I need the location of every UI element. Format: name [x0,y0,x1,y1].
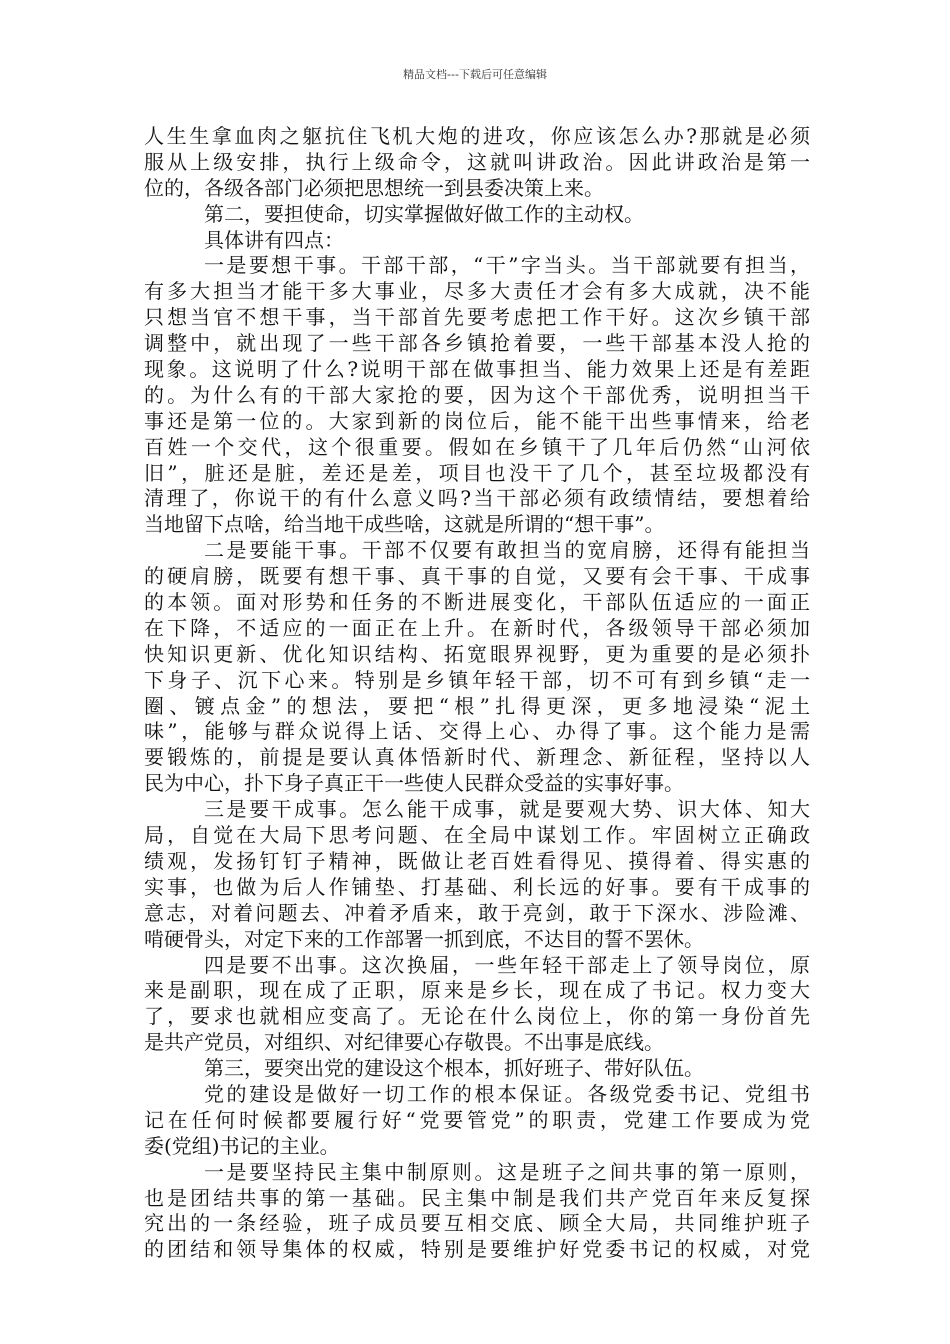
text-line: 在下降，不适应的一面正在上升。在新时代，各级领导干部必须加 [144,615,810,640]
text-line: 现象。这说明了什么?说明干部在做事担当、能力效果上还是有差距 [144,357,810,382]
text-line: 的硬肩膀，既要有想干事、真干事的自觉，又要有会干事、干成事 [144,564,810,589]
text-line: 事还是第一位的。大家到新的岗位后，能不能干出些事情来，给老 [144,408,810,433]
text-line: 百姓一个交代，这个很重要。假如在乡镇干了几年后仍然“山河依 [144,434,810,459]
text-line: 也是团结共事的第一基础。民主集中制是我们共产党百年来反复探 [144,1185,810,1210]
text-line: 绩观，发扬钉钉子精神，既做让老百姓看得见、摸得着、得实惠的 [144,848,810,873]
text-line: 一是要坚持民主集中制原则。这是班子之间共事的第一原则， [204,1159,810,1184]
text-line: 当地留下点啥，给当地干成些啥，这就是所谓的“想干事”。 [144,512,665,537]
text-line: 调整中，就出现了一些干部各乡镇抢着要，一些干部基本没人抢的 [144,331,810,356]
text-line: 了，要求也就相应变高了。无论在什么岗位上，你的第一身份首先 [144,1004,810,1029]
text-line: 民为中心，扑下身子真正干一些使人民群众受益的实事好事。 [144,771,684,796]
text-line: 的团结和领导集体的权威，特别是要维护好党委书记的权威，对党 [144,1237,810,1262]
text-line: 旧”，脏还是脏，差还是差，项目也没干了几个，甚至垃圾都没有 [144,460,810,485]
text-line: 第二，要担使命，切实掌握做好做工作的主动权。 [204,201,644,226]
text-line: 快知识更新、优化知识结构、拓宽眼界视野，更为重要的是必须扑 [144,641,810,666]
text-line: 四是要不出事。这次换届，一些年轻干部走上了领导岗位，原 [204,952,810,977]
text-line: 委(党组)书记的主业。 [144,1133,340,1158]
text-line: 具体讲有四点： [204,227,344,252]
text-line: 人生生拿血肉之躯抗住飞机大炮的进攻，你应该怎么办?那就是必须 [144,124,810,148]
text-line: 的。为什么有的干部大家抢的要，因为这个干部优秀，说明担当干 [144,382,810,407]
text-line: 下身子、沉下心来。特别是乡镇年轻干部，切不可有到乡镇“走一 [144,667,810,692]
text-line: 记在任何时候都要履行好“党要管党”的职责，党建工作要成为党 [144,1107,810,1132]
text-line: 只想当官不想干事，当干部首先要考虑把工作干好。这次乡镇干部 [144,305,810,330]
text-line: 党的建设是做好一切工作的根本保证。各级党委书记、党组书 [204,1081,810,1106]
text-line: 一是要想干事。干部干部，“干”字当头。当干部就要有担当， [204,253,810,278]
text-line: 第三，要突出党的建设这个根本，抓好班子、带好队伍。 [204,1056,704,1081]
text-line: 清理了，你说干的有什么意义吗?当干部必须有政绩情结，要想着给 [144,486,810,511]
document-body [144,124,810,1263]
text-line: 有多大担当才能干多大事业，尽多大责任才会有多大成就，决不能 [144,279,810,304]
text-line: 局，自觉在大局下思考问题、在全局中谋划工作。牢固树立正确政 [144,823,810,848]
text-line: 圈、镀点金”的想法，要把“根”扎得更深，更多地浸染“泥土 [144,693,810,718]
text-line: 味”，能够与群众说得上话、交得上心、办得了事。这个能力是需 [144,719,810,744]
text-line: 二是要能干事。干部不仅要有敢担当的宽肩膀，还得有能担当 [204,538,810,563]
text-line: 意志，对着问题去、冲着矛盾来，敢于亮剑，敢于下深水、涉险滩、 [144,900,810,925]
text-line: 要锻炼的，前提是要认真体悟新时代、新理念、新征程，坚持以人 [144,745,810,770]
text-line: 啃硬骨头，对定下来的工作部署一抓到底，不达目的誓不罢休。 [144,926,704,951]
text-line: 是共产党员，对组织、对纪律要心存敬畏。不出事是底线。 [144,1030,664,1055]
text-line: 三是要干成事。怎么能干成事，就是要观大势、识大体、知大 [204,797,810,822]
text-line: 究出的一条经验，班子成员要互相交底、顾全大局，共同维护班子 [144,1211,810,1236]
text-line: 来是副职，现在成了正职，原来是乡长，现在成了书记。权力变大 [144,978,810,1003]
page-header: 精品文档---下载后可任意编辑 [403,68,547,81]
text-line: 的本领。面对形势和任务的不断进展变化，干部队伍适应的一面正 [144,590,810,615]
text-line: 实事，也做为后人作铺垫、打基础、利长远的好事。要有干成事的 [144,874,810,899]
text-line: 位的，各级各部门必须把思想统一到县委决策上来。 [144,175,604,200]
text-line: 服从上级安排，执行上级命令，这就叫讲政治。因此讲政治是第一 [144,149,810,174]
